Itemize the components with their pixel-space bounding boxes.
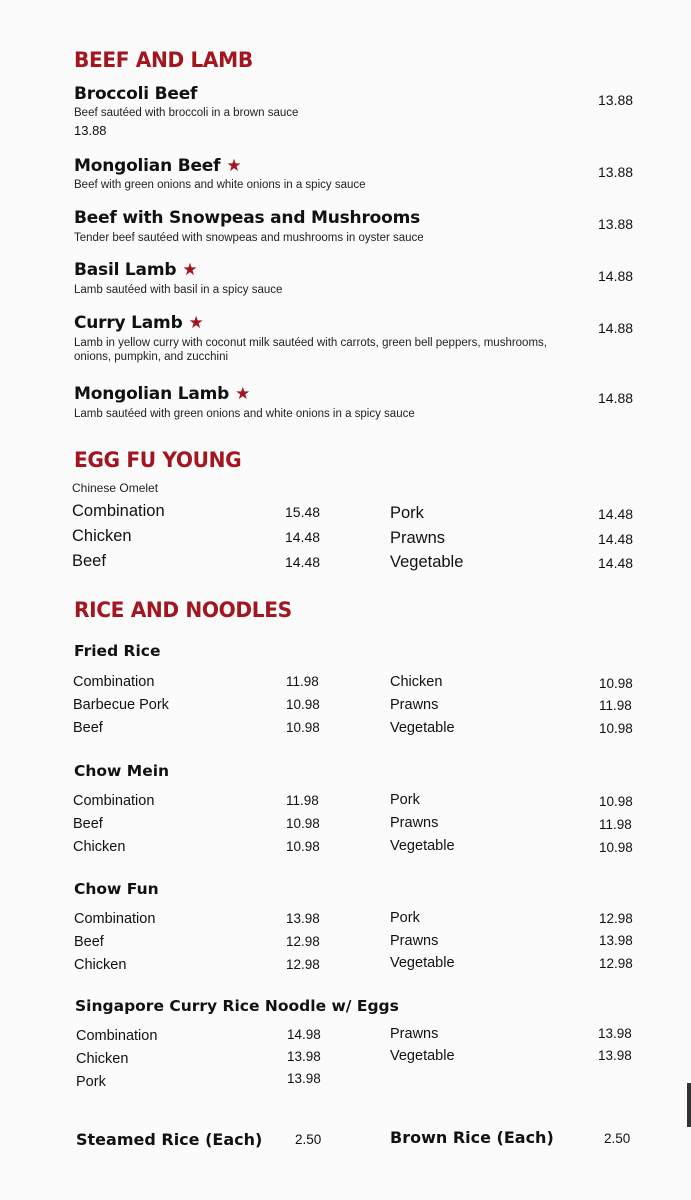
list-item-price: 12.98 xyxy=(286,934,320,949)
list-item-price: 10.98 xyxy=(286,720,320,735)
list-item-name: Prawns xyxy=(390,1026,439,1042)
brown-rice-price: 2.50 xyxy=(604,1131,631,1146)
list-item-name: Beef xyxy=(73,720,103,736)
subsection-title-singapore: Singapore Curry Rice Noodle w/ Eggs xyxy=(75,997,399,1015)
list-item-name: Pork xyxy=(390,910,420,926)
dish-description: Beef with green onions and white onions in a spicy sauce xyxy=(74,179,366,191)
list-item-price: 10.98 xyxy=(599,721,633,736)
list-item-name: Vegetable xyxy=(390,720,455,736)
list-item-price: 14.48 xyxy=(598,555,634,571)
spicy-star-icon: ★ xyxy=(188,313,204,333)
list-item-name: Pork xyxy=(390,792,420,808)
subsection-title-fried-rice: Fried Rice xyxy=(74,642,161,660)
list-item-price: 13.98 xyxy=(286,911,320,926)
spicy-star-icon: ★ xyxy=(235,384,251,404)
list-item-price: 10.98 xyxy=(286,697,320,712)
dish-description: Lamb sautéed with green onions and white onions in a spicy sauce xyxy=(74,408,415,420)
dish-description: Tender beef sautéed with snowpeas and mushrooms in oyster sauce xyxy=(74,232,424,244)
subsection-title-chow-mein: Chow Mein xyxy=(74,762,170,780)
list-item-price: 15.48 xyxy=(285,504,321,520)
list-item-name: Chicken xyxy=(76,1051,129,1067)
dish-price: 13.88 xyxy=(598,92,634,108)
list-item-price: 14.48 xyxy=(598,531,634,547)
list-item-price: 11.98 xyxy=(286,674,319,689)
list-item-name: Chicken xyxy=(72,527,132,545)
list-item-name: Combination xyxy=(76,1028,158,1044)
list-item-name: Prawns xyxy=(390,697,439,713)
list-item-name: Combination xyxy=(74,911,156,927)
list-item-price: 14.98 xyxy=(287,1027,321,1042)
section-title-beef-lamb: BEEF AND LAMB xyxy=(74,48,253,72)
dish-name: Basil Lamb ★ xyxy=(74,260,198,280)
list-item-price: 12.98 xyxy=(599,956,633,971)
list-item-name: Chicken xyxy=(390,674,443,690)
section-title-egg-fu-young: EGG FU YOUNG xyxy=(74,448,242,472)
list-item-price: 12.98 xyxy=(286,957,320,972)
dish-price: 14.88 xyxy=(598,268,634,284)
subsection-title-chow-fun: Chow Fun xyxy=(74,880,159,898)
list-item-price: 13.98 xyxy=(287,1049,321,1064)
list-item-name: Prawns xyxy=(390,815,439,831)
list-item-price: 10.98 xyxy=(286,816,320,831)
list-item-price: 14.48 xyxy=(285,554,321,570)
steamed-rice-price: 2.50 xyxy=(295,1132,322,1147)
list-item-price: 13.98 xyxy=(287,1071,321,1086)
section-title-rice-noodles: RICE AND NOODLES xyxy=(74,598,292,622)
list-item-price: 11.98 xyxy=(286,793,319,808)
list-item-name: Prawns xyxy=(390,933,439,949)
list-item-price: 10.98 xyxy=(599,676,633,691)
dish-description: Lamb sautéed with basil in a spicy sauce xyxy=(74,284,283,296)
dish-price-repeat: 13.88 xyxy=(74,123,107,138)
list-item-name: Vegetable xyxy=(390,955,455,971)
dish-price: 13.88 xyxy=(598,216,634,232)
list-item-price: 10.98 xyxy=(286,839,320,854)
dish-name: Mongolian Beef ★ xyxy=(74,156,242,176)
page-edge-shadow xyxy=(687,1083,691,1127)
brown-rice-label: Brown Rice (Each) xyxy=(390,1128,554,1147)
list-item-name: Combination xyxy=(72,502,165,520)
list-item-price: 11.98 xyxy=(599,698,632,713)
dish-description: Lamb in yellow curry with coconut milk sautéed with carrots, green bell peppers, mushrooms, onions, pumpkin, and zucchini xyxy=(74,337,547,363)
list-item-name: Chicken xyxy=(74,957,127,973)
list-item-price: 10.98 xyxy=(599,840,633,855)
list-item-name: Vegetable xyxy=(390,838,455,854)
list-item-price: 12.98 xyxy=(599,911,633,926)
list-item-name: Prawns xyxy=(390,529,446,547)
list-item-name: Pork xyxy=(76,1074,106,1090)
list-item-name: Combination xyxy=(73,674,155,690)
list-item-name: Beef xyxy=(74,934,104,950)
list-item-name: Beef xyxy=(72,552,106,570)
list-item-price: 13.98 xyxy=(598,1048,632,1063)
dish-price: 14.88 xyxy=(598,320,634,336)
spicy-star-icon: ★ xyxy=(182,260,198,280)
list-item-name: Combination xyxy=(73,793,155,809)
list-item-price: 14.48 xyxy=(285,529,321,545)
list-item-price: 11.98 xyxy=(599,817,632,832)
dish-price: 13.88 xyxy=(598,164,634,180)
steamed-rice-label: Steamed Rice (Each) xyxy=(76,1130,263,1149)
dish-name: Beef with Snowpeas and Mushrooms xyxy=(74,208,421,228)
list-item-name: Vegetable xyxy=(390,1048,455,1064)
list-item-name: Chicken xyxy=(73,839,126,855)
list-item-price: 10.98 xyxy=(599,794,633,809)
spicy-star-icon: ★ xyxy=(226,156,242,176)
dish-name: Mongolian Lamb ★ xyxy=(74,384,251,404)
list-item-name: Barbecue Pork xyxy=(73,697,169,713)
dish-price: 14.88 xyxy=(598,390,634,406)
list-item-price: 14.48 xyxy=(598,506,634,522)
list-item-price: 13.98 xyxy=(599,933,633,948)
dish-description: Beef sautéed with broccoli in a brown sauce xyxy=(74,107,299,119)
list-item-price: 13.98 xyxy=(598,1026,632,1041)
list-item-name: Vegetable xyxy=(390,553,464,571)
list-item-name: Beef xyxy=(73,816,103,832)
dish-name: Curry Lamb ★ xyxy=(74,313,204,333)
dish-name: Broccoli Beef xyxy=(74,84,198,104)
list-item-name: Pork xyxy=(390,504,424,522)
section-note: Chinese Omelet xyxy=(72,481,159,495)
